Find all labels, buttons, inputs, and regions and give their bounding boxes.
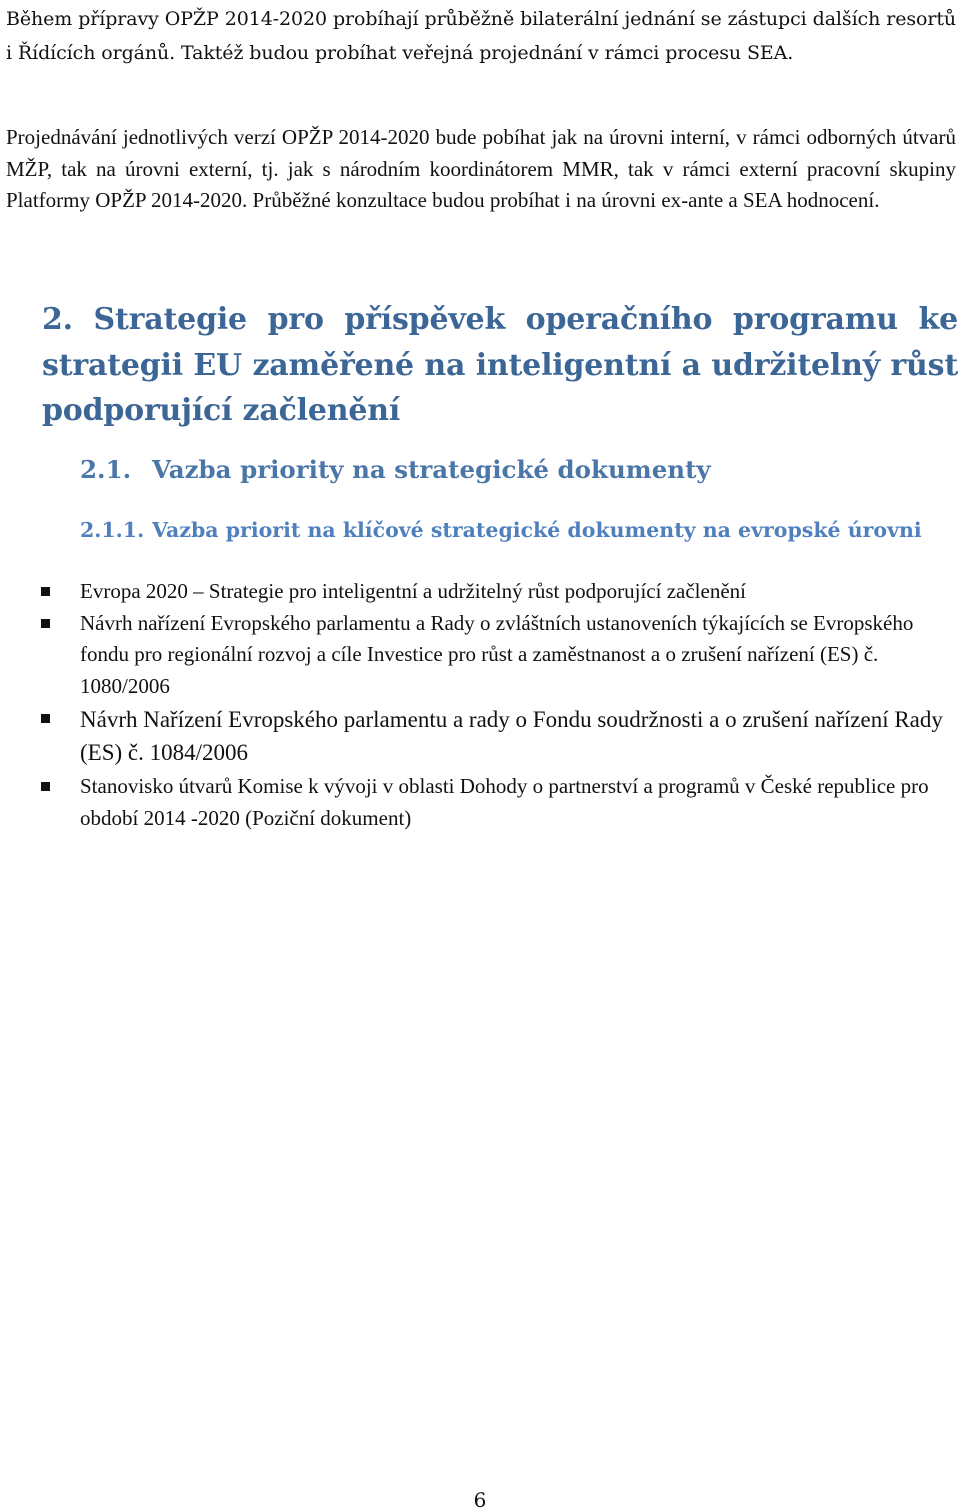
subsection-title: Vazba priority na strategické dokumenty	[152, 455, 711, 484]
list-item	[0, 771, 950, 834]
intro-paragraph: Během přípravy OPŽP 2014-2020 probíhají průběžně bilaterální jednání se zástupci dalších resortů i Řídících orgánů. Taktéž budou probíhat veřejná projednání v rámci procesu SEA.	[6, 8, 956, 64]
subsubsection-title: Vazba priorit na klíčové strategické dokumenty na evropské úrovni	[152, 518, 922, 542]
strategic-documents-list	[0, 576, 960, 834]
list-item-text: Návrh Nařízení Evropského parlamentu a rady o Fondu soudržnosti a o zrušení nařízení Rady (ES) č. 1084/2006	[80, 707, 943, 765]
square-bullet-icon	[41, 714, 50, 723]
list-item	[0, 608, 950, 703]
list-item-text: Evropa 2020 – Strategie pro inteligentní a udržitelný růst podporující začlenění	[80, 579, 746, 603]
subsubsection-heading	[80, 514, 922, 546]
list-item-text: Stanovisko útvarů Komise k vývoji v oblasti Dohody o partnerství a programů v České republice pro období 2014 -2020 (Poziční dokument)	[80, 774, 929, 830]
consultation-paragraph: Projednávání jednotlivých verzí OPŽP 2014-2020 bude pobíhat jak na úrovni interní, v rámci odborných útvarů MŽP, tak na úrovni externí, tj. jak s národním koordinátorem MMR, tak v rámci externí pracovní skupiny Platformy OPŽP 2014-2020. Průběžné konzultace budou probíhat i na úrovni ex-ante a SEA hodnocení.	[6, 125, 956, 212]
subsection-number: 2.1.	[80, 455, 132, 484]
square-bullet-icon	[41, 782, 50, 791]
list-item	[0, 576, 950, 608]
list-item	[0, 703, 950, 769]
page-number: 6	[473, 1488, 487, 1512]
square-bullet-icon	[41, 619, 50, 628]
list-item-text: Návrh nařízení Evropského parlamentu a Rady o zvláštních ustanoveních týkajících se Evropského fondu pro regionální rozvoj a cíle Investice pro růst a zaměstnanost a o zrušení nařízení (ES) č. 1080/2006	[80, 610, 914, 698]
subsection-heading	[80, 452, 711, 488]
section-heading: 2. Strategie pro příspěvek operačního programu ke strategii EU zaměřené na inteligentní a udržitelný růst podporující začlenění	[42, 302, 958, 428]
subsubsection-number: 2.1.1.	[80, 518, 145, 542]
square-bullet-icon	[41, 587, 50, 596]
